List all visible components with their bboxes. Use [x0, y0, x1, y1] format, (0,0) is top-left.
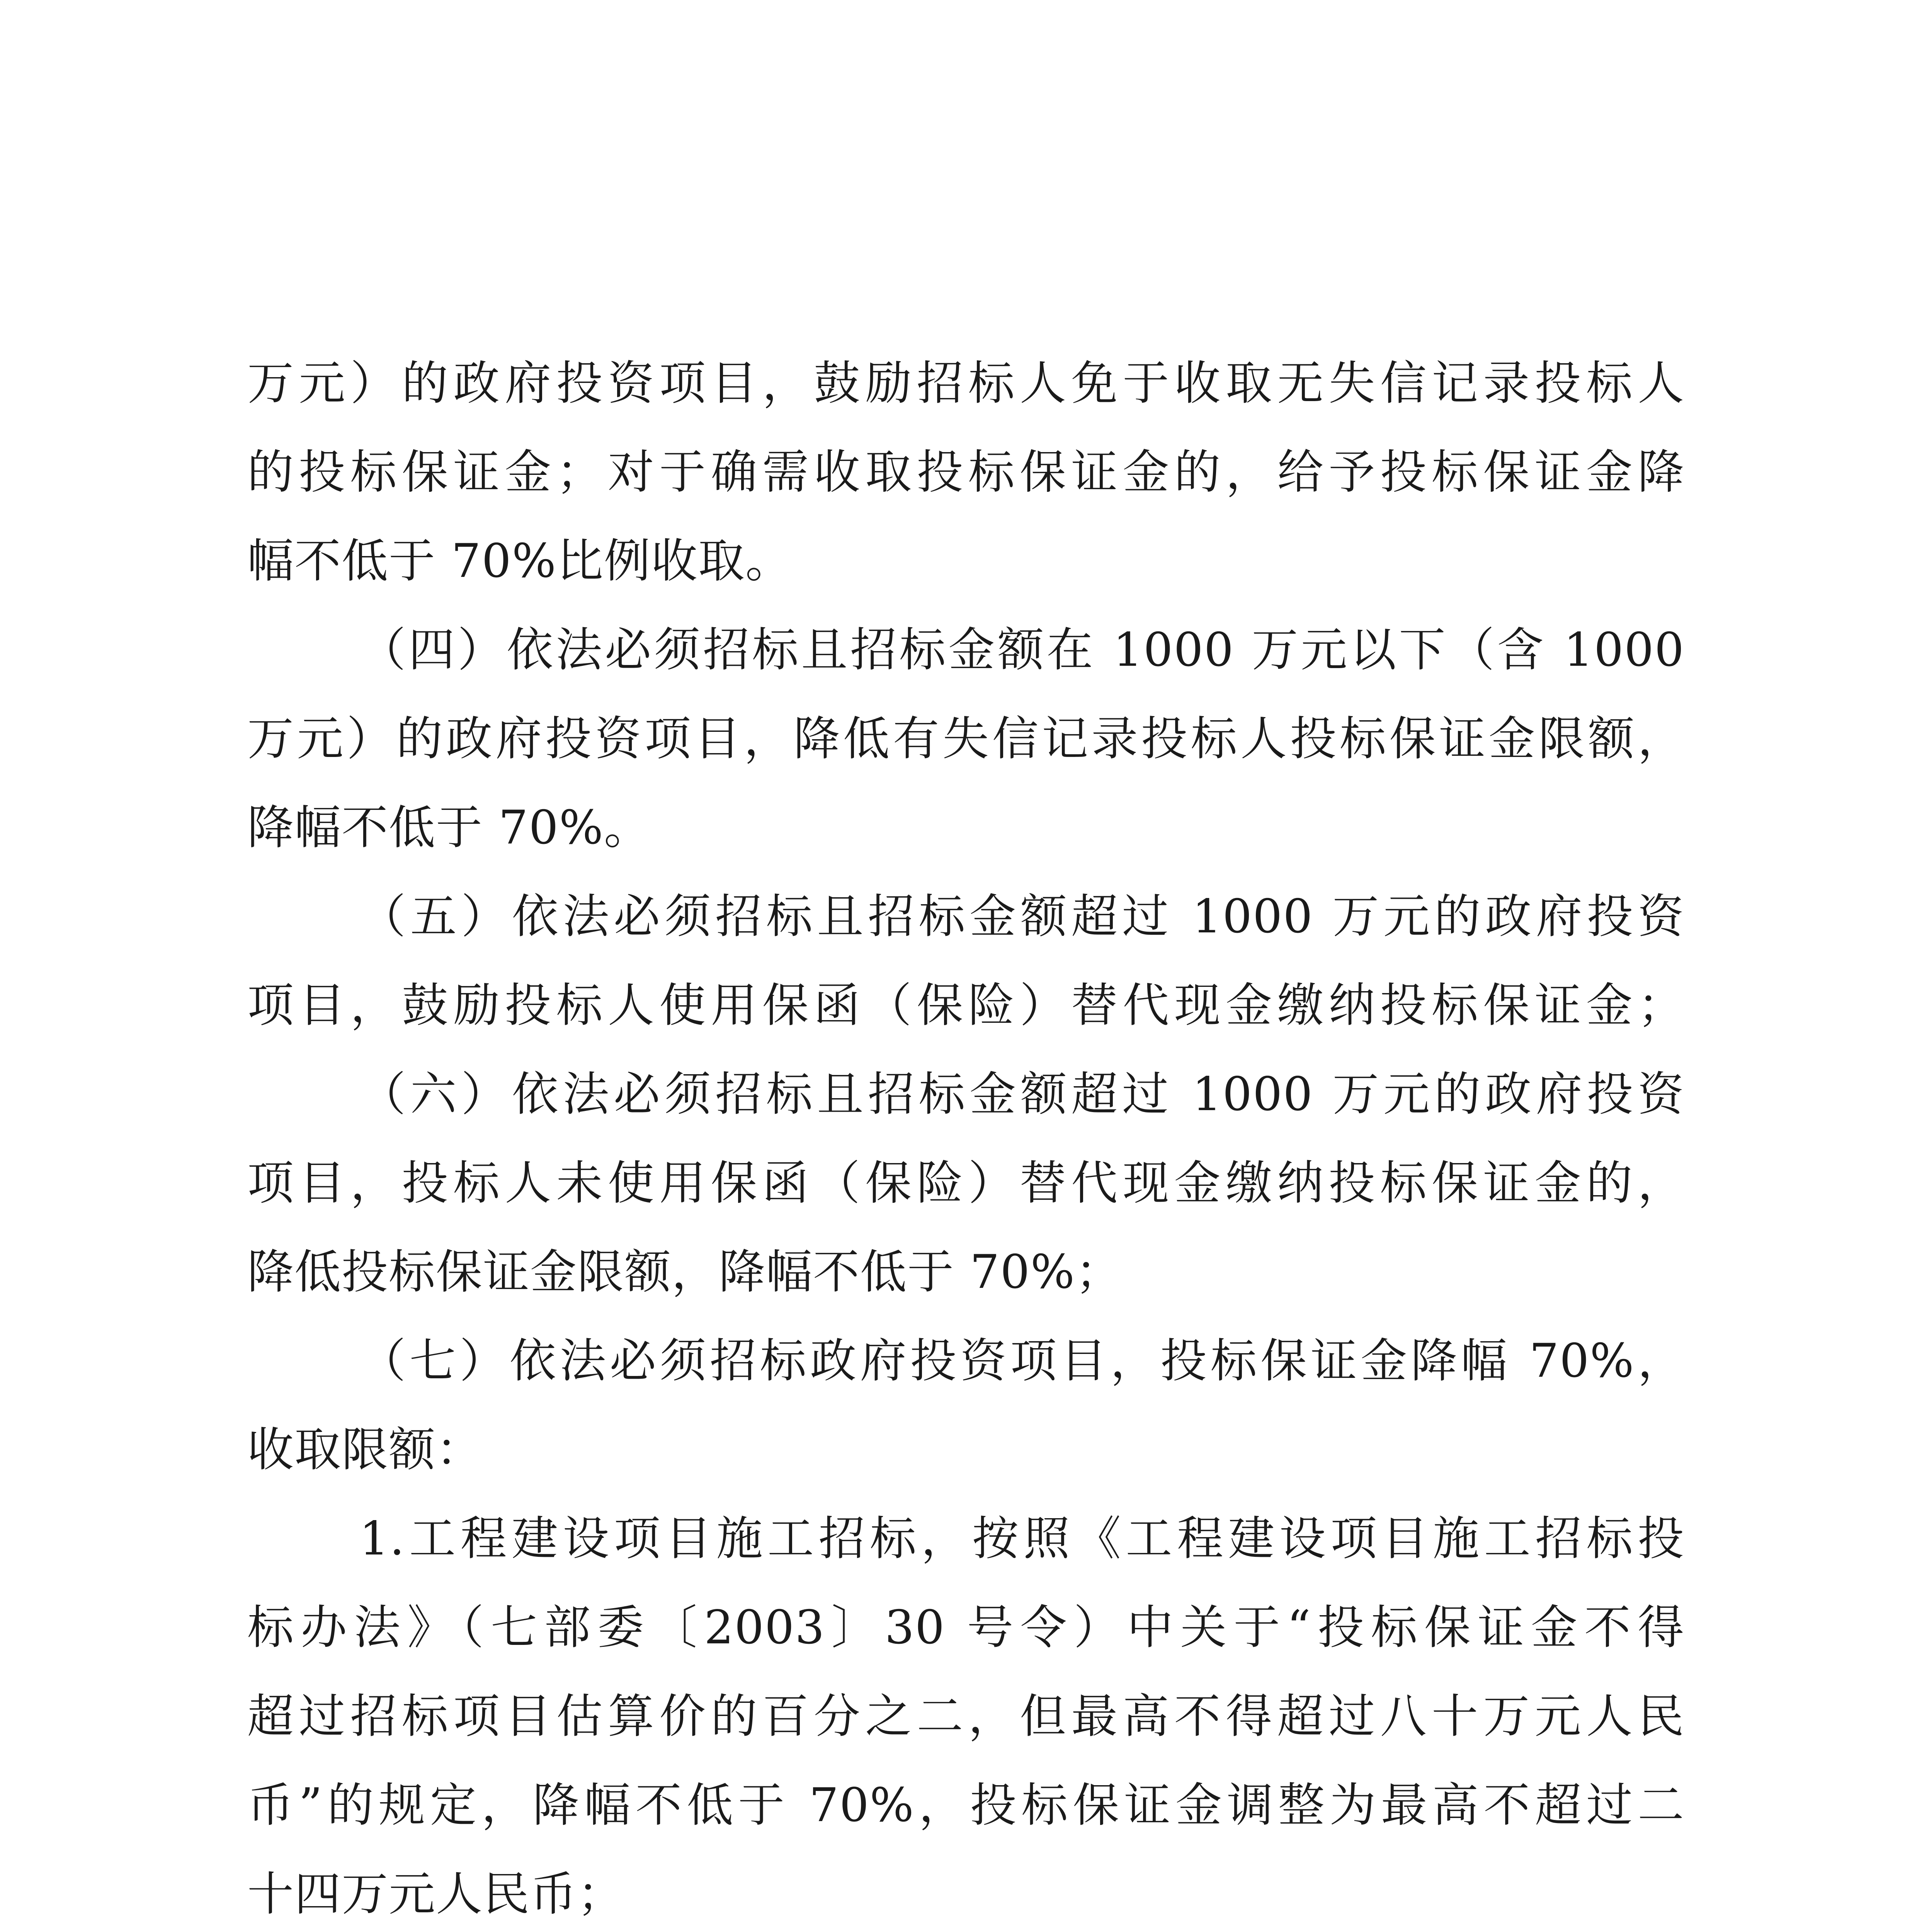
text-line: 降低投标保证金限额，降幅不低于 70%；	[247, 1245, 1123, 1299]
text-line: 标办法》（七部委〔2003〕30 号令）中关于“投标保证金不得	[247, 1601, 1685, 1655]
text-line: （六）依法必须招标且招标金额超过 1000 万元的政府投资	[359, 1068, 1685, 1121]
text-line: 币”的规定，降幅不低于 70%，投标保证金调整为最高不超过二	[247, 1779, 1685, 1832]
text-line: 万元）的政府投资项目，降低有失信记录投标人投标保证金限额，	[247, 712, 1685, 766]
text-line: 万元）的政府投资项目，鼓励招标人免于收取无失信记录投标人	[247, 357, 1685, 410]
body-text	[247, 339, 1685, 1932]
text-line: 十四万元人民币；	[247, 1867, 624, 1921]
text-line: 超过招标项目估算价的百分之二，但最高不得超过八十万元人民	[247, 1690, 1685, 1743]
text-line: 降幅不低于 70%。	[247, 801, 651, 855]
text-line: 的投标保证金；对于确需收取投标保证金的，给予投标保证金降	[247, 446, 1685, 499]
text-line: 收取限额：	[247, 1423, 483, 1477]
text-line: （五）依法必须招标且招标金额超过 1000 万元的政府投资	[359, 890, 1685, 944]
text-line: 项目，投标人未使用保函（保险）替代现金缴纳投标保证金的，	[247, 1156, 1685, 1210]
text-line: 项目，鼓励投标人使用保函（保险）替代现金缴纳投标保证金；	[247, 979, 1685, 1032]
text-line: （四）依法必须招标且招标金额在 1000 万元以下（含 1000	[359, 623, 1685, 677]
text-line: 1.工程建设项目施工招标，按照《工程建设项目施工招标投	[359, 1512, 1685, 1566]
text-line: （七）依法必须招标政府投资项目，投标保证金降幅 70%，	[359, 1334, 1685, 1388]
text-line: 幅不低于 70%比例收取。	[247, 534, 793, 588]
